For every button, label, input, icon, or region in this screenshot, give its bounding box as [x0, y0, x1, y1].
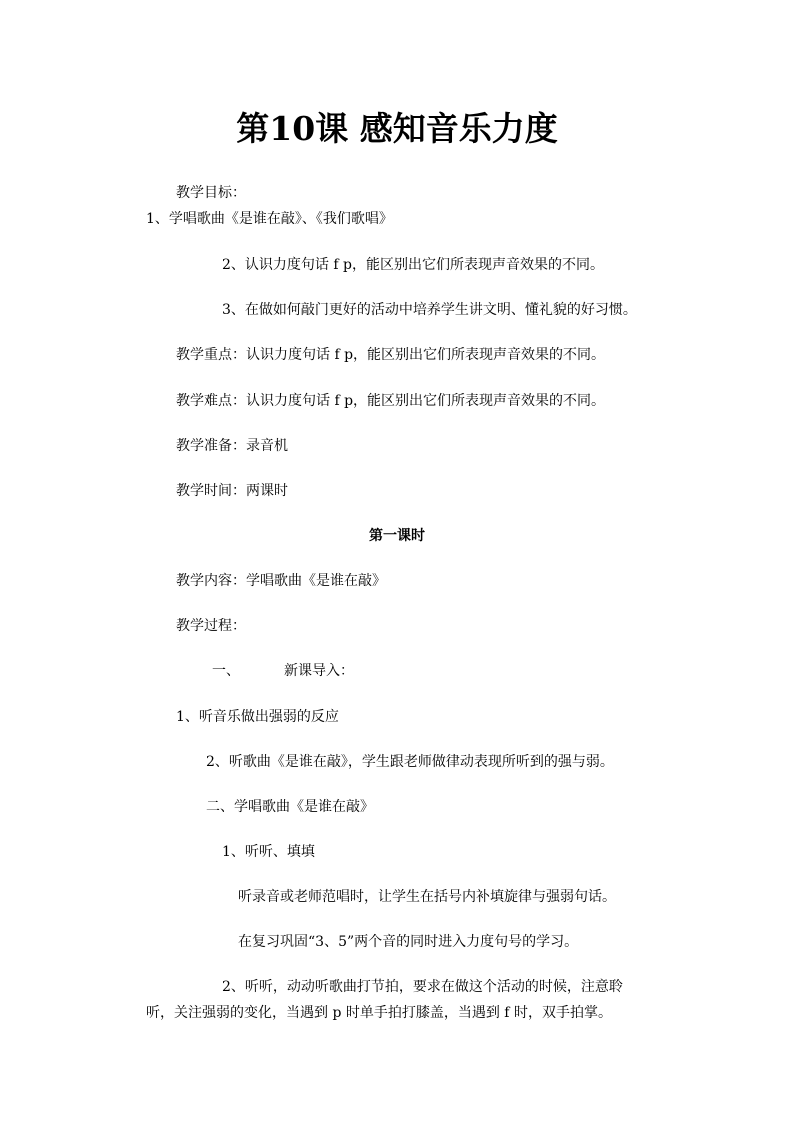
sub-step-1-a: 听录音或老师范唱时，让学生在括号内补填旋律与强弱句话。 — [238, 889, 616, 905]
section-1-title: 新课导入： — [284, 663, 354, 679]
objective-1: 1、学唱歌曲《是谁在敲》、《我们歌唱》 — [146, 211, 393, 227]
key-point: 教学重点：认识力度句话 f p，能区别出它们所表现声音效果的不同。 — [176, 347, 606, 363]
sub-step-2-line-1: 2、听听，动动听歌曲打节拍，要求在做这个活动的时候，注意聆 — [222, 979, 623, 995]
objective-3: 3、在做如何敲门更好的活动中培养学生讲文明、懂礼貌的好习惯。 — [222, 302, 637, 318]
objectives-heading: 教学目标： — [176, 185, 246, 201]
difficulty: 教学难点：认识力度句话 f p，能区别出它们所表现声音效果的不同。 — [176, 393, 606, 409]
step-2: 2、听歌曲《是谁在敲》，学生跟老师做律动表现所听到的强与弱。 — [206, 754, 614, 770]
page-title: 第10课 感知音乐力度 — [236, 109, 558, 148]
section-1-number: 一、 — [212, 663, 240, 679]
lesson-time: 教学时间：两课时 — [176, 483, 288, 499]
step-1: 1、听音乐做出强弱的反应 — [176, 709, 339, 725]
section-2-heading: 二、学唱歌曲《是谁在敲》 — [206, 799, 374, 815]
preparation: 教学准备：录音机 — [176, 438, 288, 454]
sub-step-1-b: 在复习巩固“3、5”两个音的同时进入力度句号的学习。 — [238, 934, 579, 950]
sub-step-2-line-2: 听，关注强弱的变化，当遇到 p 时单手拍打膝盖，当遇到 f 时，双手拍掌。 — [146, 1005, 612, 1021]
lesson-content: 教学内容：学唱歌曲《是谁在敲》 — [176, 573, 386, 589]
lesson-process: 教学过程： — [176, 618, 246, 634]
first-lesson-heading: 第一课时 — [369, 528, 425, 544]
sub-step-1: 1、听听、填填 — [222, 844, 315, 860]
objective-2: 2、认识力度句话 f p，能区别出它们所表现声音效果的不同。 — [222, 257, 604, 273]
